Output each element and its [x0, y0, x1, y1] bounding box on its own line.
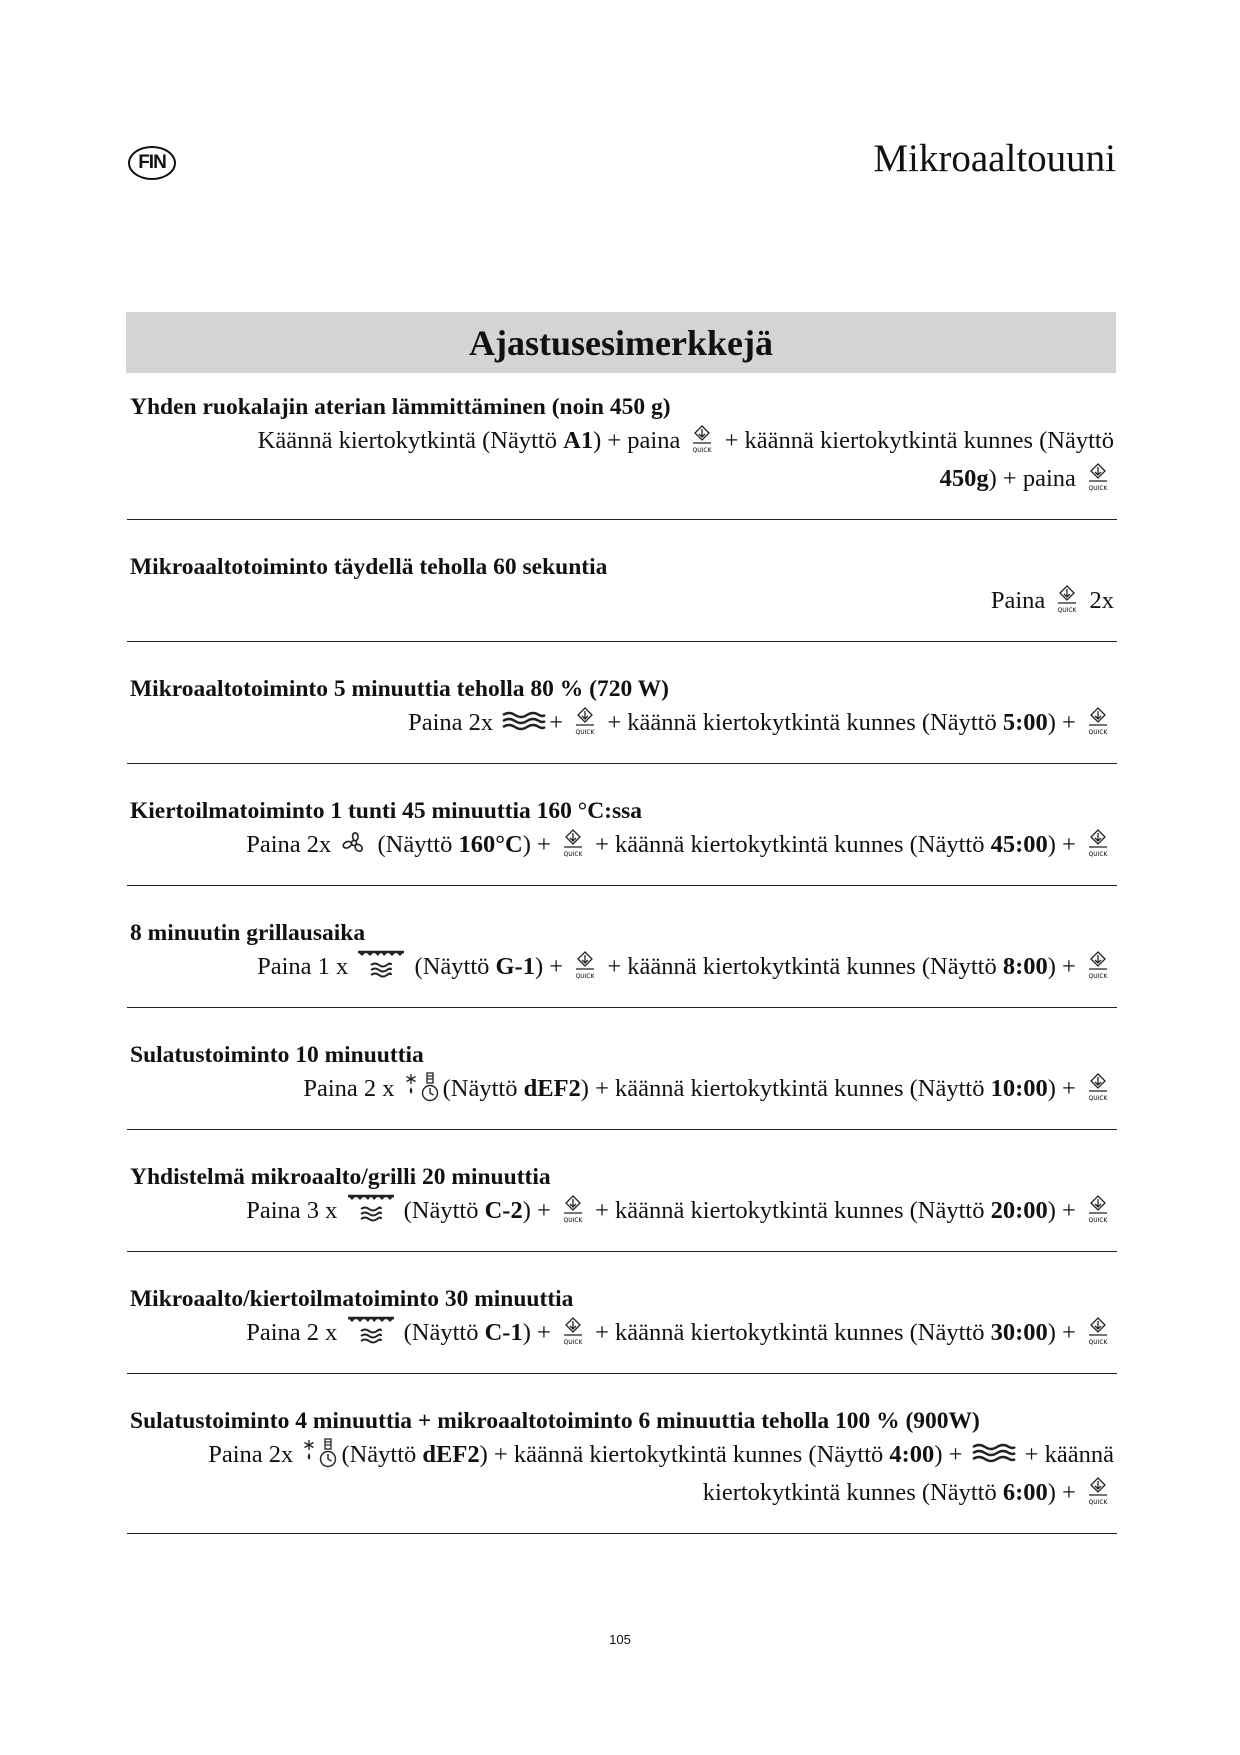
instruction-text: ) +: [1047, 953, 1082, 980]
instruction-text: (Näyttö: [442, 1075, 524, 1102]
display-value: 45:00: [990, 831, 1048, 858]
instruction-line: [130, 460, 1114, 498]
example-convection: [127, 796, 1117, 886]
display-value: 30:00: [990, 1319, 1048, 1346]
language-badge: FIN: [128, 146, 176, 180]
quick-icon: [1084, 706, 1112, 736]
example-title: Mikroaaltotoiminto 5 minuuttia teholla 80 % (720 W): [130, 676, 669, 702]
example-title: Yhden ruokalajin aterian lämmittäminen (noin 450 g): [130, 394, 671, 420]
defrost-icon: [403, 1071, 441, 1103]
instruction-text: ) +: [522, 831, 557, 858]
section-title: Ajastusesimerkkejä: [469, 322, 773, 363]
instruction-text: (Näyttö: [397, 1319, 485, 1346]
display-value: 20:00: [990, 1197, 1048, 1224]
example-grill: [127, 918, 1117, 1008]
instruction-text: Paina 2x: [208, 1441, 300, 1468]
quick-icon: [1084, 462, 1112, 492]
instruction-text: Paina 2 x: [303, 1075, 401, 1102]
example-title: Kiertoilmatoiminto 1 tunti 45 minuuttia 160 °C:ssa: [130, 798, 643, 824]
instruction-line: [130, 1474, 1114, 1512]
quick-label: QUICK: [1088, 1217, 1108, 1225]
instruction-line: [130, 422, 1114, 460]
quick-icon: [1084, 950, 1112, 980]
quick-icon: [571, 950, 599, 980]
quick-label: QUICK: [563, 1339, 583, 1347]
defrost-icon: [301, 1437, 339, 1469]
instruction-line: [130, 1070, 1114, 1108]
instruction-line: [130, 948, 1114, 986]
quick-icon: [1084, 1316, 1112, 1346]
instruction-text: ) +: [522, 1319, 557, 1346]
instruction-text: (Näyttö: [397, 1197, 485, 1224]
example-microwave-full-power: [127, 552, 1117, 642]
instruction-line: [130, 1192, 1114, 1230]
example-title: Sulatustoiminto 10 minuuttia: [130, 1042, 424, 1068]
display-value: 160°C: [458, 831, 523, 858]
examples-list: [127, 392, 1117, 1566]
instruction-text: + käännä kiertokytkintä kunnes (Näyttö: [718, 427, 1114, 454]
quick-label: QUICK: [575, 729, 595, 737]
instruction-text: ) + paina: [988, 465, 1082, 492]
quick-icon: [559, 1316, 587, 1346]
instruction-text: Paina 3 x: [246, 1197, 344, 1224]
example-title: Mikroaaltotoiminto täydellä teholla 60 sekuntia: [130, 554, 608, 580]
display-value: 6:00: [1002, 1479, 1048, 1506]
display-value: 10:00: [990, 1075, 1048, 1102]
instruction-text: ) + käännä kiertokytkintä kunnes (Näyttö: [479, 1441, 890, 1468]
display-value: dEF2: [422, 1441, 480, 1468]
instruction-text: (Näyttö: [341, 1441, 423, 1468]
instruction-text: Paina 1 x: [257, 953, 355, 980]
quick-icon: [1084, 828, 1112, 858]
instruction-text: ) +: [1047, 1197, 1082, 1224]
quick-label: QUICK: [1088, 973, 1108, 981]
grill-icon: [346, 1192, 396, 1226]
instruction-text: ) +: [522, 1197, 557, 1224]
instruction-text: Paina: [990, 587, 1052, 614]
instruction-text: Paina 2x: [246, 831, 338, 858]
quick-label: QUICK: [692, 447, 712, 455]
instruction-text: + käännä kiertokytkintä kunnes (Näyttö: [588, 1319, 991, 1346]
grill-icon: [356, 948, 406, 982]
quick-icon: [688, 424, 716, 454]
instruction-text: ) +: [934, 1441, 969, 1468]
quick-label: QUICK: [1088, 851, 1108, 859]
instruction-text: kiertokytkintä kunnes (Näyttö: [702, 1479, 1003, 1506]
quick-label: QUICK: [1057, 607, 1077, 615]
quick-icon: [571, 706, 599, 736]
grill-icon: [346, 1314, 396, 1348]
page-title: Mikroaaltouuni: [873, 137, 1116, 180]
instruction-line: [130, 826, 1114, 864]
instruction-text: ) +: [1047, 1479, 1082, 1506]
display-value: C-1: [484, 1319, 523, 1346]
display-value: dEF2: [523, 1075, 581, 1102]
instruction-text: Käännä kiertokytkintä (Näyttö: [257, 427, 564, 454]
quick-icon: [1084, 1072, 1112, 1102]
example-combi-convection: [127, 1284, 1117, 1374]
instruction-line: [130, 704, 1114, 742]
quick-icon: [1084, 1476, 1112, 1506]
display-value: 450g: [939, 465, 989, 492]
quick-label: QUICK: [563, 851, 583, 859]
quick-label: QUICK: [1088, 1499, 1108, 1507]
instruction-text: (Näyttö: [408, 953, 496, 980]
example-title: 8 minuutin grillausaika: [130, 920, 366, 946]
microwave-icon: [501, 710, 547, 732]
instruction-text: Paina 2 x: [246, 1319, 344, 1346]
display-value: A1: [563, 427, 594, 454]
instruction-line: [130, 1314, 1114, 1352]
microwave-icon: [971, 1442, 1017, 1464]
quick-label: QUICK: [563, 1217, 583, 1225]
instruction-text: + käännä kiertokytkintä kunnes (Näyttö: [601, 953, 1003, 980]
instruction-text: + käännä: [1018, 1441, 1114, 1468]
instruction-text: 2x: [1083, 587, 1114, 614]
instruction-text: ) +: [1047, 709, 1082, 736]
section-header: [126, 312, 1116, 373]
instruction-text: ) +: [1047, 1075, 1082, 1102]
instruction-text: +: [549, 709, 570, 736]
quick-label: QUICK: [1088, 1095, 1108, 1103]
display-value: C-2: [484, 1197, 523, 1224]
quick-icon: [1084, 1194, 1112, 1224]
instruction-text: ) + käännä kiertokytkintä kunnes (Näyttö: [580, 1075, 991, 1102]
example-title: Mikroaalto/kiertoilmatoiminto 30 minuuttia: [130, 1286, 574, 1312]
quick-icon: [559, 1194, 587, 1224]
example-microwave-80: [127, 674, 1117, 764]
example-combi-grill: [127, 1162, 1117, 1252]
example-defrost: [127, 1040, 1117, 1130]
display-value: 8:00: [1002, 953, 1048, 980]
instruction-text: + käännä kiertokytkintä kunnes (Näyttö: [601, 709, 1003, 736]
display-value: 5:00: [1002, 709, 1048, 736]
instruction-text: (Näyttö: [371, 831, 459, 858]
example-defrost-microwave: [127, 1406, 1117, 1534]
quick-label: QUICK: [1088, 1339, 1108, 1347]
example-title: Sulatustoiminto 4 minuuttia + mikroaaltotoiminto 6 minuuttia teholla 100 % (900W): [130, 1408, 980, 1434]
page-number: 105: [609, 1632, 631, 1647]
quick-icon: [559, 828, 587, 858]
display-value: 4:00: [889, 1441, 935, 1468]
instruction-text: ) +: [1047, 1319, 1082, 1346]
quick-label: QUICK: [1088, 485, 1108, 493]
quick-label: QUICK: [1088, 729, 1108, 737]
instruction-line: [130, 582, 1114, 620]
instruction-text: + käännä kiertokytkintä kunnes (Näyttö: [588, 831, 991, 858]
quick-label: QUICK: [575, 973, 595, 981]
display-value: G-1: [495, 953, 535, 980]
instruction-text: ) +: [534, 953, 570, 980]
instruction-text: ) + paina: [593, 427, 687, 454]
fan-icon: [339, 828, 369, 858]
instruction-text: Paina 2x: [408, 709, 500, 736]
example-title: Yhdistelmä mikroaalto/grilli 20 minuuttia: [130, 1164, 551, 1190]
example-reheat-meal: [127, 392, 1117, 520]
instruction-text: ) +: [1047, 831, 1082, 858]
instruction-text: + käännä kiertokytkintä kunnes (Näyttö: [588, 1197, 991, 1224]
instruction-line: [130, 1436, 1114, 1474]
quick-icon: [1053, 584, 1081, 614]
